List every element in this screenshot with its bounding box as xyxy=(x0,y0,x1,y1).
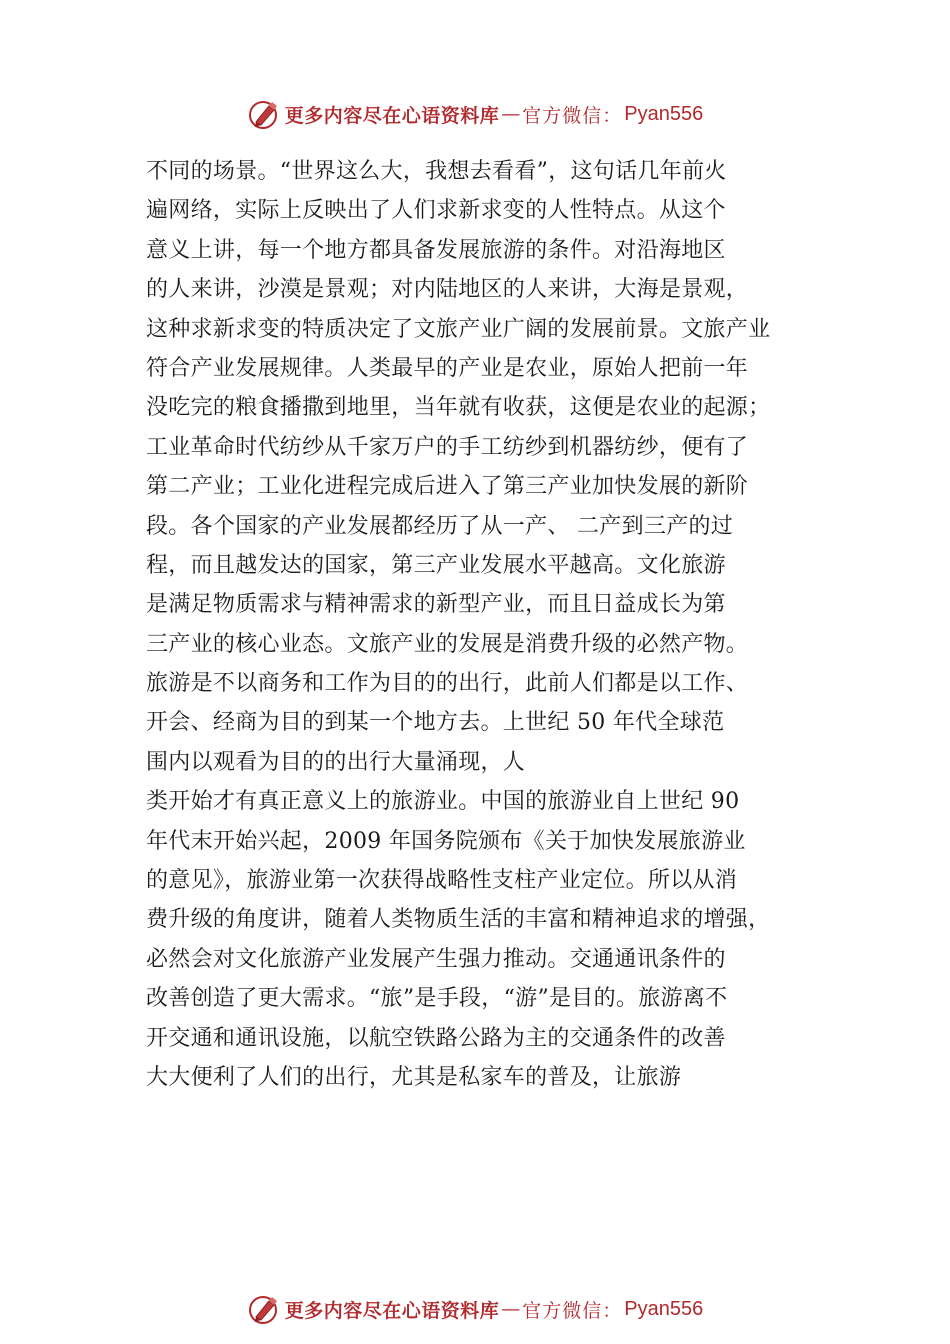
footer-wechat-id: Pyan556 xyxy=(624,1297,704,1320)
body-line: 段。各个国家的产业发展都经历了从一产、 二产到三产的过 xyxy=(146,513,734,539)
body-line: 的意见》，旅游业第一次获得战略性支柱产业定位。所以从消 xyxy=(146,868,738,894)
body-line: 意义上讲，每一个地方都具备发展旅游的条件。对沿海地区 xyxy=(146,237,726,263)
body-line: 三产业的核心业态。文旅产业的发展是消费升级的必然产物。 xyxy=(146,631,749,657)
header-contact-label: 官方微信： xyxy=(522,104,623,127)
body-line: 费升级的角度讲，随着人类物质生活的丰富和精神追求的增强， xyxy=(146,907,771,933)
pen-logo-icon xyxy=(247,97,281,131)
body-line: 遍网络，实际上反映出了人们求新求变的人性特点。从这个 xyxy=(146,198,726,224)
header-brand-text: 更多内容尽在心语资料库 xyxy=(284,104,500,127)
body-line: 是满足物质需求与精神需求的新型产业，而且日益成长为第 xyxy=(146,592,726,618)
body-line: 类开始才有真正意义上的旅游业。中国的旅游业自上世纪 90 xyxy=(146,789,740,815)
footer-brand-text: 更多内容尽在心语资料库 xyxy=(284,1299,500,1322)
page-header-banner xyxy=(0,96,950,132)
footer-contact-label: 官方微信： xyxy=(522,1299,623,1322)
pen-logo-icon xyxy=(247,1292,281,1326)
body-line: 开交通和通讯设施，以航空铁路公路为主的交通条件的改善 xyxy=(146,1025,726,1051)
page-footer-banner xyxy=(0,1291,950,1327)
body-line: 程，而且越发达的国家，第三产业发展水平越高。文化旅游 xyxy=(146,552,726,578)
footer-separator: — xyxy=(501,1298,521,1320)
body-line: 符合产业发展规律。人类最早的产业是农业，原始人把前一年 xyxy=(146,355,749,381)
body-line: 这种求新求变的特质决定了文旅产业广阔的发展前景。文旅产业 xyxy=(146,316,771,342)
body-line: 围内以观看为目的的出行大量涌现，人 xyxy=(146,749,526,775)
body-line: 旅游是不以商务和工作为目的的出行，此前人们都是以工作、 xyxy=(146,671,749,697)
body-line: 必然会对文化旅游产业发展产生强力推动。交通通讯条件的 xyxy=(146,946,726,972)
body-line: 没吃完的粮食播撒到地里，当年就有收获，这便是农业的起源； xyxy=(146,395,771,421)
body-line: 工业革命时代纺纱从千家万户的手工纺纱到机器纺纱，便有了 xyxy=(146,434,749,460)
body-line: 第二产业；工业化进程完成后进入了第三产业加快发展的新阶 xyxy=(146,474,749,500)
header-separator: — xyxy=(501,103,521,125)
body-line: 不同的场景。“世界这么大，我想去看看”，这句话几年前火 xyxy=(146,159,727,184)
document-body xyxy=(146,152,816,1097)
body-line: 改善创造了更大需求。“旅”是手段，“游”是目的。旅游离不 xyxy=(146,986,728,1012)
header-wechat-id: Pyan556 xyxy=(624,102,704,125)
body-line: 年代末开始兴起，2009 年国务院颁布《关于加快发展旅游业 xyxy=(146,828,746,854)
body-line: 开会、经商为目的到某一个地方去。上世纪 50 年代全球范 xyxy=(146,710,725,736)
body-line: 大大便利了人们的出行，尤其是私家车的普及，让旅游 xyxy=(146,1064,682,1090)
body-line: 的人来讲，沙漠是景观；对内陆地区的人来讲，大海是景观， xyxy=(146,277,749,303)
